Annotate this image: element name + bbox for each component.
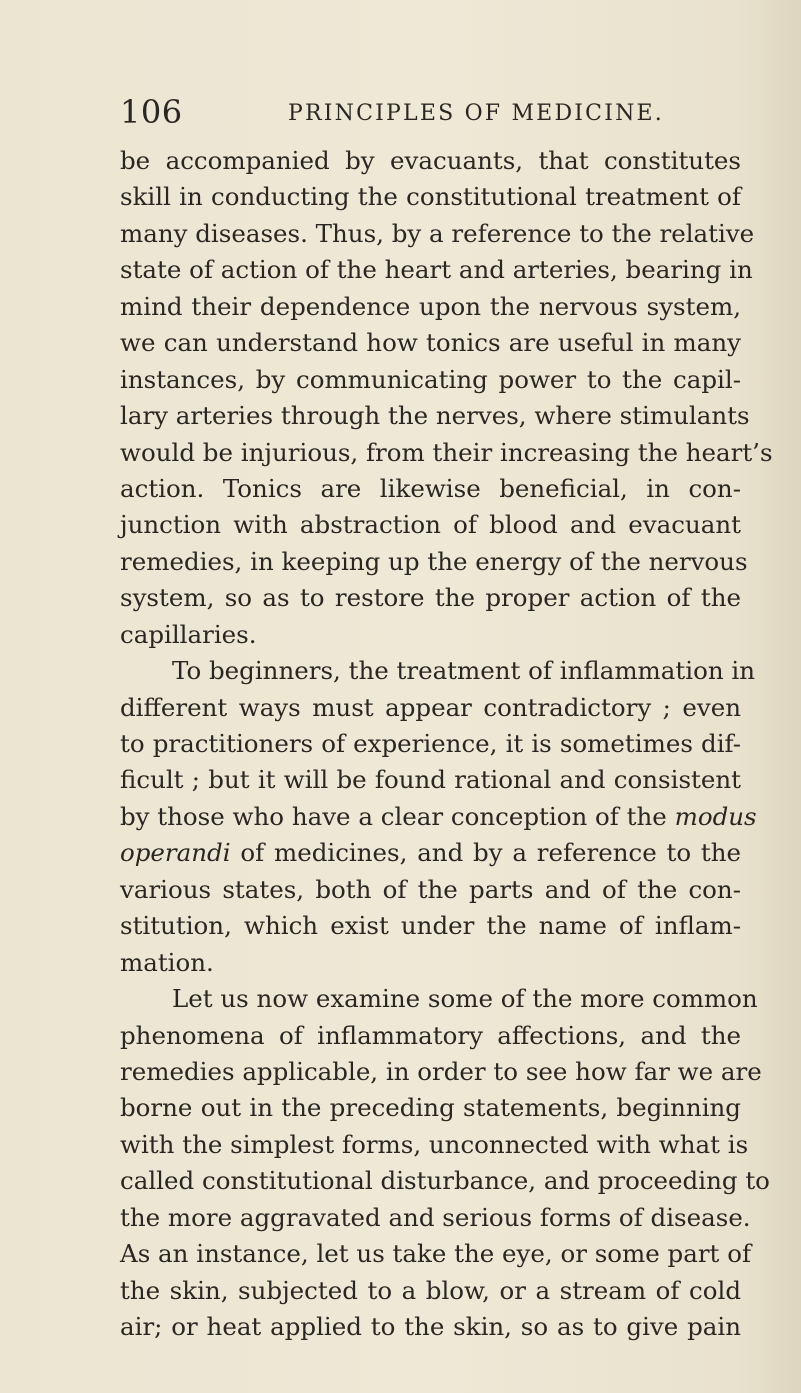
text-line: lary arteries through the nerves, where stimulants: [120, 401, 750, 431]
text-line: we can understand how tonics are useful in many: [120, 328, 741, 358]
body-text: [120, 143, 773, 1345]
text-line: remedies applicable, in order to see how far we are: [120, 1056, 762, 1086]
italic-term: operandi: [120, 838, 231, 868]
text-line: action. Tonics are likewise beneficial, in con-: [120, 473, 741, 503]
text-line: ficult ; but it will be found rational and consistent: [120, 765, 741, 795]
text-line: the skin, subjected to a blow, or a stream of cold: [120, 1275, 741, 1305]
text-segment: of medicines, and by a reference to the: [240, 838, 742, 868]
text-line: skill in conducting the constitutional treatment of: [120, 182, 741, 212]
paragraph-first-line: Let us now examine some of the more common: [172, 984, 758, 1014]
text-line: various states, both of the parts and of the con-: [120, 874, 741, 904]
text-line: remedies, in keeping up the energy of the nervous: [120, 546, 748, 576]
text-line: to practitioners of experience, it is sometimes dif-: [120, 729, 741, 758]
text-line: air; or heat applied to the skin, so as to give pain: [120, 1312, 741, 1341]
page-number: 106: [120, 93, 183, 131]
italic-term: modus: [674, 801, 757, 831]
text-line: instances, by communicating power to the capil-: [120, 364, 741, 394]
text-line: [120, 799, 757, 835]
running-title: PRINCIPLES OF MEDICINE.: [288, 101, 665, 126]
text-line: borne out in the preceding statements, beginning: [120, 1093, 741, 1123]
text-line: As an instance, let us take the eye, or some part of: [120, 1239, 752, 1269]
text-line: mind their dependence upon the nervous system,: [120, 291, 741, 321]
text-line: stitution, which exist under the name of inflam-: [120, 911, 741, 941]
text-segment: by those who have a clear conception of the: [120, 801, 667, 831]
text-line: mation.: [120, 947, 214, 977]
text-line: junction with abstraction of blood and evacuant: [120, 510, 741, 540]
text-line: state of action of the heart and arteries, bearing in: [120, 255, 753, 285]
text-line: system, so as to restore the proper action of the: [120, 583, 741, 613]
text-line: would be injurious, from their increasing the heart’s: [120, 437, 773, 467]
text-line: phenomena of inflammatory affections, and the: [120, 1020, 741, 1050]
text-line: called constitutional disturbance, and proceeding to: [120, 1166, 770, 1196]
text-line: many diseases. Thus, by a reference to the relative: [120, 218, 755, 248]
text-line: different ways must appear contradictory ; even: [120, 692, 741, 722]
text-line: [120, 835, 741, 871]
text-line: be accompanied by evacuants, that constitutes: [120, 146, 741, 175]
page-header: [120, 92, 760, 132]
text-line: with the simplest forms, unconnected with what is: [120, 1129, 749, 1159]
text-line: the more aggravated and serious forms of disease.: [120, 1202, 751, 1232]
text-line: capillaries.: [120, 619, 257, 649]
paragraph-first-line: To beginners, the treatment of inflammation in: [172, 656, 756, 686]
